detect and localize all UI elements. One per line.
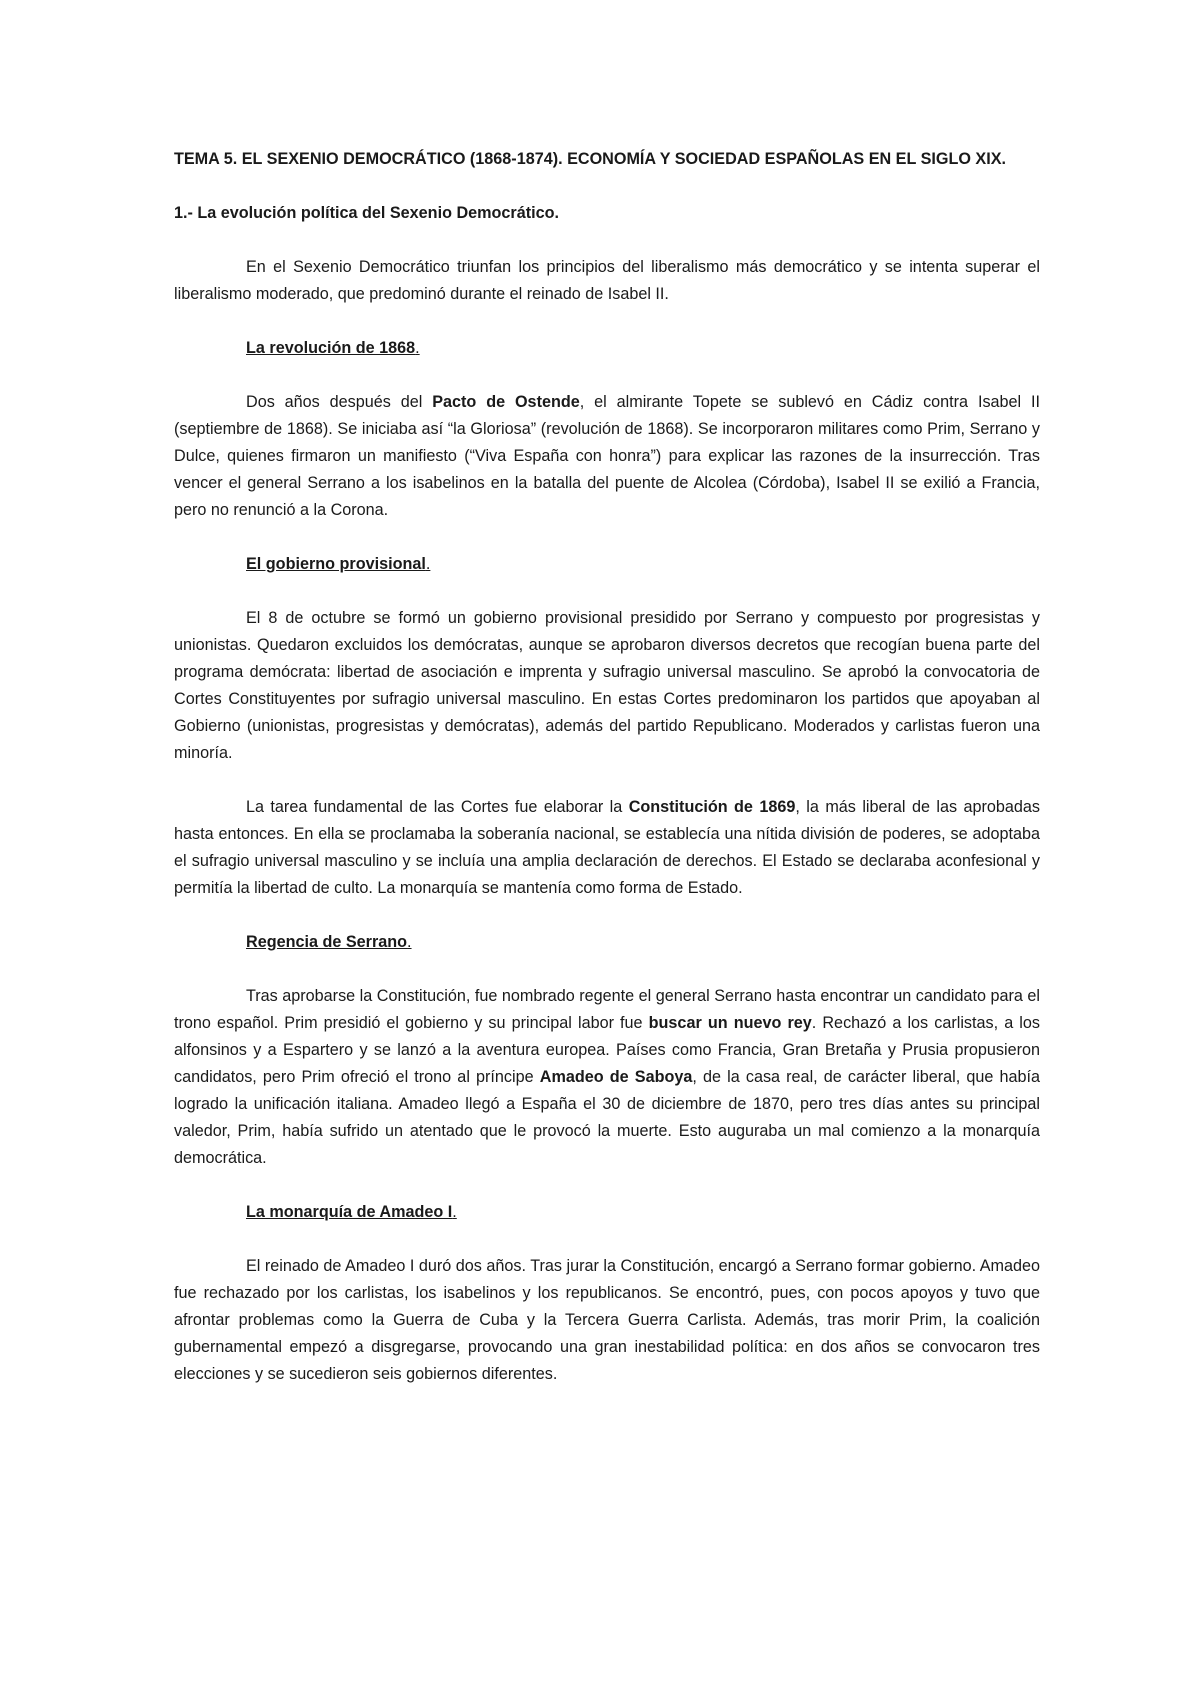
document-title: TEMA 5. EL SEXENIO DEMOCRÁTICO (1868-1874). ECONOMÍA Y SOCIEDAD ESPAÑOLAS EN EL SIGLO XIX.	[174, 150, 1007, 168]
subsection-title	[246, 335, 1040, 362]
subsection-title-text: El gobierno provisional	[246, 555, 426, 573]
sections-container	[174, 335, 1040, 1388]
bold-run: Pacto de Ostende	[432, 393, 580, 411]
text-run: Tras aprobarse la Constitución, fue nombrado regente el general Serrano hasta encontrar un candidato para el trono español. Prim presidió el gobierno y su principal labor fue	[174, 987, 1040, 1032]
body-paragraph	[174, 1253, 1040, 1388]
text-run: Dos años después del	[246, 393, 433, 411]
text-run: , de la casa real, de carácter liberal, que había logrado la unificación italiana. Amadeo llegó a España el 30 de diciembre de 1870, pero tres días antes su principal valedor, Prim, había sufrido un atentado que le provocó la muerte. Esto auguraba un mal comienzo a la monarquía democrática.	[174, 1068, 1040, 1167]
subsection-title-suffix: .	[407, 933, 412, 951]
text-run: , la más liberal de las aprobadas hasta entonces. En ella se proclamaba la soberanía nacional, se establecía una nítida división de poderes, se adoptaba el sufragio universal masculino y se incluía una amplia declaración de derechos. El Estado se declaraba aconfesional y permitía la libertad de culto. La monarquía se mantenía como forma de Estado.	[174, 798, 1040, 897]
body-paragraph	[174, 605, 1040, 767]
subsection-title	[246, 551, 1040, 578]
body-paragraph	[174, 983, 1040, 1172]
text-run: , el almirante Topete se sublevó en Cádiz contra Isabel II (septiembre de 1868). Se iniciaba así “la Gloriosa” (revolución de 1868). Se incorporaron militares como Prim, Serrano y Dulce, quienes firmaron un manifiesto (“Viva España con honra”) para explicar las razones de la insurrección. Tras vencer el general Serrano a los isabelinos en la batalla del puente de Alcolea (Córdoba), Isabel II se exilió a Francia, pero no renunció a la Corona.	[174, 393, 1041, 519]
subsection-title-suffix: .	[452, 1203, 457, 1221]
subsection-title-suffix: .	[425, 555, 431, 573]
text-run: . Rechazó a los carlistas, a los alfonsinos y a Espartero y se lanzó a la aventura europea. Países como Francia, Gran Bretaña y Prusia propusieron candidatos, pero Prim ofreció el trono al príncipe	[174, 1014, 1040, 1086]
section-heading: 1.- La evolución política del Sexenio Democrático.	[174, 204, 560, 222]
text-run: La tarea fundamental de las Cortes fue elaborar la	[246, 798, 629, 816]
subsection-title	[246, 1199, 1040, 1226]
subsection-title-text: La revolución de 1868	[246, 339, 416, 357]
intro-paragraph: En el Sexenio Democrático triunfan los principios del liberalismo más democrático y se intenta superar el liberalismo moderado, que predominó durante el reinado de Isabel II.	[174, 258, 1040, 303]
subsection-title-text: La monarquía de Amadeo I	[246, 1203, 453, 1221]
subsection-title-text: Regencia de Serrano	[246, 933, 408, 951]
bold-run: buscar un nuevo rey	[648, 1014, 812, 1032]
body-paragraph	[174, 389, 1040, 524]
subsection-title	[246, 929, 1040, 956]
bold-run: Amadeo de Saboya	[539, 1068, 693, 1086]
text-run: El reinado de Amadeo I duró dos años. Tras jurar la Constitución, encargó a Serrano formar gobierno. Amadeo fue rechazado por los carlistas, los isabelinos y los republicanos. Se encontró, pues, con pocos apoyos y tuvo que afrontar problemas como la Guerra de Cuba y la Tercera Guerra Carlista. Además, tras morir Prim, la coalición gubernamental empezó a disgregarse, provocando una gran inestabilidad política: en dos años se convocaron tres elecciones y se sucedieron seis gobiernos diferentes.	[174, 1257, 1040, 1383]
body-paragraph	[174, 794, 1040, 902]
bold-run: Constitución de 1869	[628, 798, 796, 816]
subsection-title-suffix: .	[415, 339, 420, 357]
text-run: El 8 de octubre se formó un gobierno provisional presidido por Serrano y compuesto por progresistas y unionistas. Quedaron excluidos los demócratas, aunque se aprobaron diversos decretos que recogían buena parte del programa demócrata: libertad de asociación e imprenta y sufragio universal masculino. Se aprobó la convocatoria de Cortes Constituyentes por sufragio universal masculino. En estas Cortes predominaron los partidos que apoyaban al Gobierno (unionistas, progresistas y demócratas), además del partido Republicano. Moderados y carlistas fueron una minoría.	[174, 609, 1040, 762]
